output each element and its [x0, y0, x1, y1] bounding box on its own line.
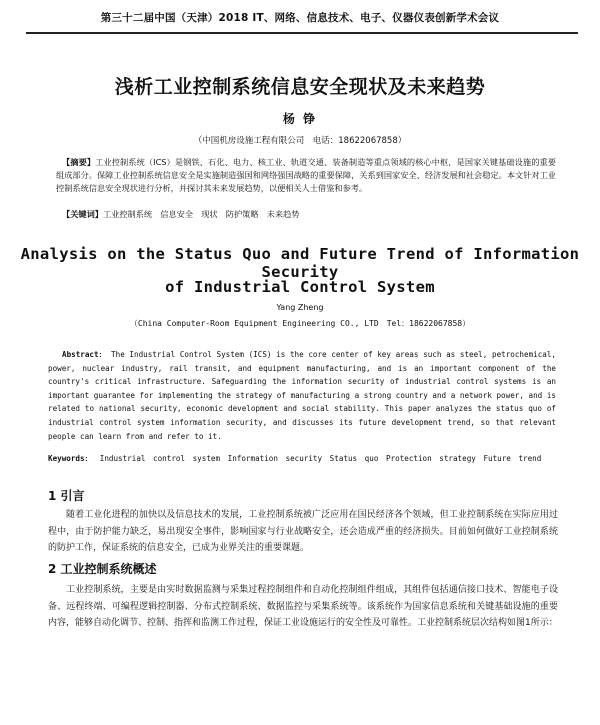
en-abstract-label: Abstract： — [62, 350, 107, 359]
conference-header: 第三十二届中国（天津）2018 IT、网络、信息技术、电子、仪器仪表创新学术会议 — [100, 12, 500, 24]
en-keywords-label: Keywords： — [48, 454, 93, 463]
cn-abstract-text: 工业控制系统（ICS）是钢铁、石化、电力、核工业、轨道交通、装备制造等重点领域的核心中枢，是国家关键基础设施的重要组成部分。保障工业控制系统信息安全是实施制造强国和网络强国战略的重要保障，关系到国家安全、经济发展和社会稳定。本文针对工业控制系统信息安全现状进行分析，并探讨其未来发展趋势，以便相关人士借鉴和参考。 — [56, 157, 556, 193]
en-title-line1: Analysis on the Status Quo and Future Trend of Information Security — [20, 245, 580, 281]
cn-keywords — [56, 209, 556, 220]
cn-abstract-label: 【摘要】 — [62, 157, 96, 167]
en-title-line2: of Industrial Control System — [165, 278, 435, 296]
en-affiliation: （China Computer-Room Equipment Engineering CO., LTD Tel：18622067858） — [129, 319, 471, 328]
header-rule — [26, 32, 578, 34]
cn-title: 浅析工业控制系统信息安全现状及未来趋势 — [114, 76, 486, 98]
cn-keywords-label: 【关键词】 — [62, 209, 103, 219]
en-keywords — [48, 453, 568, 464]
en-author: Yang Zheng — [276, 303, 324, 312]
section-paragraph: 随着工业化进程的加快以及信息技术的发展，工业控制系统被广泛应用在国民经济各个领域，但工业控制系统在实际应用过程中，由于防护能力缺乏，易出现安全事件，影响国家与行业战略安全，还会造成严重的经济损失。目前如何做好工业控制系统的防护工作，保证系统的信息安全，已成为业界关注的重要课题。 — [48, 510, 558, 553]
cn-author: 杨 铮 — [282, 112, 318, 126]
section-heading: 2 工业控制系统概述 — [48, 562, 157, 576]
cn-keywords-text: 工业控制系统 信息安全 现状 防护策略 未来趋势 — [102, 209, 300, 219]
en-abstract — [48, 348, 556, 443]
cn-abstract — [56, 156, 556, 195]
en-abstract-text: The Industrial Control System (ICS) is the core center of key areas such as steel, petrochemical, power, nuclear industry, rail transit, and equipment manufacturing, and is an important component of the country's critical infrastructure. Safeguarding the information security of industrial control systems is an important guarantee for implementing the strategy of manufacturing a strong country and a network power, and is related to national security, economic development and social stability. This paper analyzes the status quo of industrial control system information security, and discusses its future development trend, so that relevant people can learn from and refer to it. — [48, 350, 556, 441]
section-paragraph: 工业控制系统，主要是由实时数据监测与采集过程控制组件和自动化控制组件组成，其组件包括通信接口技术、智能电子设备、远程终端、可编程逻辑控制器、分布式控制系统、数据监控与采集系统等。该系统作为国家信息系统和关键基础设施的重要内容，能够自动化调节、控制、指挥和监测工作过程，保证工业设施运行的安全性及可靠性。工业控制系统层次结构如图1所示： — [48, 585, 558, 628]
cn-affiliation: （中国机房设施工程有限公司 电话：18622067858） — [193, 136, 407, 146]
section-heading: 1 引言 — [48, 489, 85, 503]
en-keywords-text: Industrial control system Information security Status quo Protection strategy Future trend — [99, 454, 542, 463]
